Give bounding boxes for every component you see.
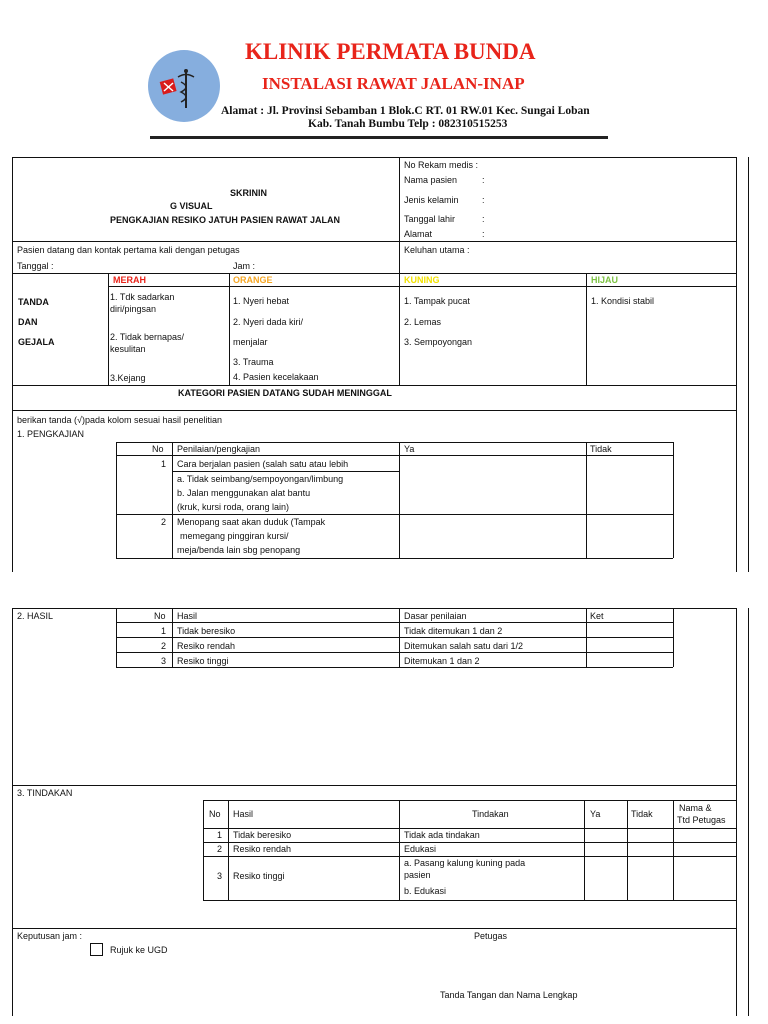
petugas-label: Petugas [474,931,508,941]
tanggal-field[interactable]: Tanggal : [17,261,54,271]
s1-row1-ya-cell[interactable] [400,456,586,514]
form-title-line1: SKRININ [230,188,268,198]
field-jenis-kelamin-colon: : [482,195,485,205]
signs-label-gejala: GEJALA [18,337,55,347]
keluhan-utama-field[interactable]: Keluhan utama : [404,245,470,255]
s1-row1-text: (kruk, kursi roda, orang lain) [177,502,290,512]
s3-row-tindakan: Edukasi [404,844,437,854]
s3-row-tindakan: a. Pasang kalung kuning pada [404,858,526,868]
orange-item: menjalar [233,337,268,347]
s1-header-no: No [152,444,164,454]
s1-row1-tidak-cell[interactable] [587,456,673,514]
s2-row-hasil: Resiko tinggi [177,656,229,666]
rujuk-ugd-checkbox[interactable] [90,943,103,956]
s1-row2-text: meja/benda lain sbg penopang [177,545,301,555]
merah-item: kesulitan [110,344,146,354]
field-tanggal-lahir-colon: : [482,214,485,224]
keputusan-jam-field[interactable]: Keputusan jam : [17,931,83,941]
s2-header-no: No [154,611,166,621]
field-alamat[interactable]: Alamat [404,229,433,239]
s2-row-hasil: Resiko rendah [177,641,236,651]
field-no-rekam-medis[interactable]: No Rekam medis : [404,160,479,170]
s2-header-ket: Ket [590,611,604,621]
orange-item: 4. Pasien kecelakaan [233,372,319,382]
field-tanggal-lahir[interactable]: Tanggal lahir [404,214,456,224]
s1-row2-ya-cell[interactable] [400,515,586,558]
kuning-item: 2. Lemas [404,317,442,327]
s1-row1-text: b. Jalan menggunakan alat bantu [177,488,311,498]
s2-ket-cell[interactable] [587,623,673,637]
s1-row2-text: Menopang saat akan duduk (Tampak [177,517,326,527]
s2-row-no: 1 [161,626,167,636]
kuning-item: 3. Sempoyongan [404,337,473,347]
clinic-address-line1: Alamat : Jl. Provinsi Sebamban 1 Blok.C RT. 01 RW.01 Kec. Sungai Loban [221,105,590,117]
signature-label: Tanda Tangan dan Nama Lengkap [440,990,578,1000]
triage-orange-label: ORANGE [233,275,273,285]
clinic-unit: INSTALASI RAWAT JALAN-INAP [262,74,525,93]
s2-row-dasar: Tidak ditemukan 1 dan 2 [404,626,503,636]
section1-title: 1. PENGKAJIAN [17,429,85,439]
s1-header-ya: Ya [404,444,415,454]
merah-item: diri/pingsan [110,304,157,314]
s2-row-no: 3 [161,656,167,666]
triage-merah-label: MERAH [113,275,146,285]
instruction-text: berikan tanda (√)pada kolom sesuai hasil penelitian [17,415,223,425]
hijau-item: 1. Kondisi stabil [591,296,655,306]
merah-item: 3.Kejang [110,373,146,383]
s3-ya-cell[interactable] [585,829,627,900]
clinic-address-line2: Kab. Tanah Bumbu Telp : 082310515253 [308,118,508,130]
s1-header-tidak: Tidak [590,444,612,454]
orange-item: 2. Nyeri dada kiri/ [233,317,304,327]
s3-row-no: 1 [217,830,223,840]
s3-row-hasil: Resiko rendah [233,844,292,854]
logo-caduceus-icon [148,50,220,122]
s3-row-no: 2 [217,844,223,854]
rujuk-ugd-label: Rujuk ke UGD [110,945,168,955]
deceased-category: KATEGORI PASIEN DATANG SUDAH MENINGGAL [178,388,392,398]
s3-row-tindakan: Tidak ada tindakan [404,830,480,840]
orange-item: 3. Trauma [233,357,274,367]
s3-row-hasil: Tidak beresiko [233,830,292,840]
s2-ket-cell[interactable] [587,638,673,652]
merah-item: 2. Tidak bernapas/ [110,332,185,342]
s2-header-dasar: Dasar penilaian [404,611,467,621]
clinic-logo [148,50,220,122]
field-alamat-colon: : [482,229,485,239]
s3-header-ttd: Nama & [679,803,712,813]
s3-ttd-cell[interactable] [674,829,736,900]
clinic-name: KLINIK PERMATA BUNDA [245,39,536,64]
field-nama-pasien[interactable]: Nama pasien [404,175,458,185]
s3-row-tindakan: b. Edukasi [404,886,447,896]
s3-header-tidak: Tidak [631,809,653,819]
s1-row1-no: 1 [161,459,167,469]
s3-header-ttd: Ttd Petugas [677,815,726,825]
merah-item: 1. Tdk sadarkan [110,292,175,302]
s2-header-hasil: Hasil [177,611,198,621]
triage-hijau-label: HIJAU [591,275,619,285]
s2-ket-cell[interactable] [587,653,673,667]
signs-label-dan: DAN [18,317,38,327]
s1-header-penilaian: Penilaian/pengkajian [177,444,261,454]
s3-header-tindakan: Tindakan [472,809,509,819]
section2-title: 2. HASIL [17,611,54,621]
kuning-item: 1. Tampak pucat [404,296,470,306]
s3-row-hasil: Resiko tinggi [233,871,285,881]
orange-item: 1. Nyeri hebat [233,296,290,306]
form-title-line3: PENGKAJIAN RESIKO JATUH PASIEN RAWAT JALAN [110,215,341,225]
s3-row-tindakan: pasien [404,870,431,880]
s1-row2-no: 2 [161,517,167,527]
triage-kuning-label: KUNING [404,275,440,285]
s2-row-no: 2 [161,641,167,651]
field-nama-pasien-colon: : [482,175,485,185]
form-title-line2: G VISUAL [170,201,213,211]
arrival-text: Pasien datang dan kontak pertama kali dengan petugas [17,245,240,255]
signs-label-tanda: TANDA [18,297,49,307]
field-jenis-kelamin[interactable]: Jenis kelamin [404,195,459,205]
section3-title: 3. TINDAKAN [17,788,73,798]
s3-tidak-cell[interactable] [628,829,673,900]
s1-row1-text: Cara berjalan pasien (salah satu atau lebih [177,459,349,469]
s3-row-no: 3 [217,871,223,881]
s1-row2-tidak-cell[interactable] [587,515,673,558]
jam-field[interactable]: Jam : [233,261,256,271]
s2-row-dasar: Ditemukan 1 dan 2 [404,656,480,666]
header-rule [150,136,608,139]
s2-row-hasil: Tidak beresiko [177,626,236,636]
s1-row1-text: a. Tidak seimbang/sempoyongan/limbung [177,474,344,484]
s3-header-no: No [209,809,221,819]
s2-row-dasar: Ditemukan salah satu dari 1/2 [404,641,524,651]
s1-row2-text: memegang pinggiran kursi/ [180,531,289,541]
s3-header-ya: Ya [590,809,601,819]
s3-header-hasil: Hasil [233,809,254,819]
